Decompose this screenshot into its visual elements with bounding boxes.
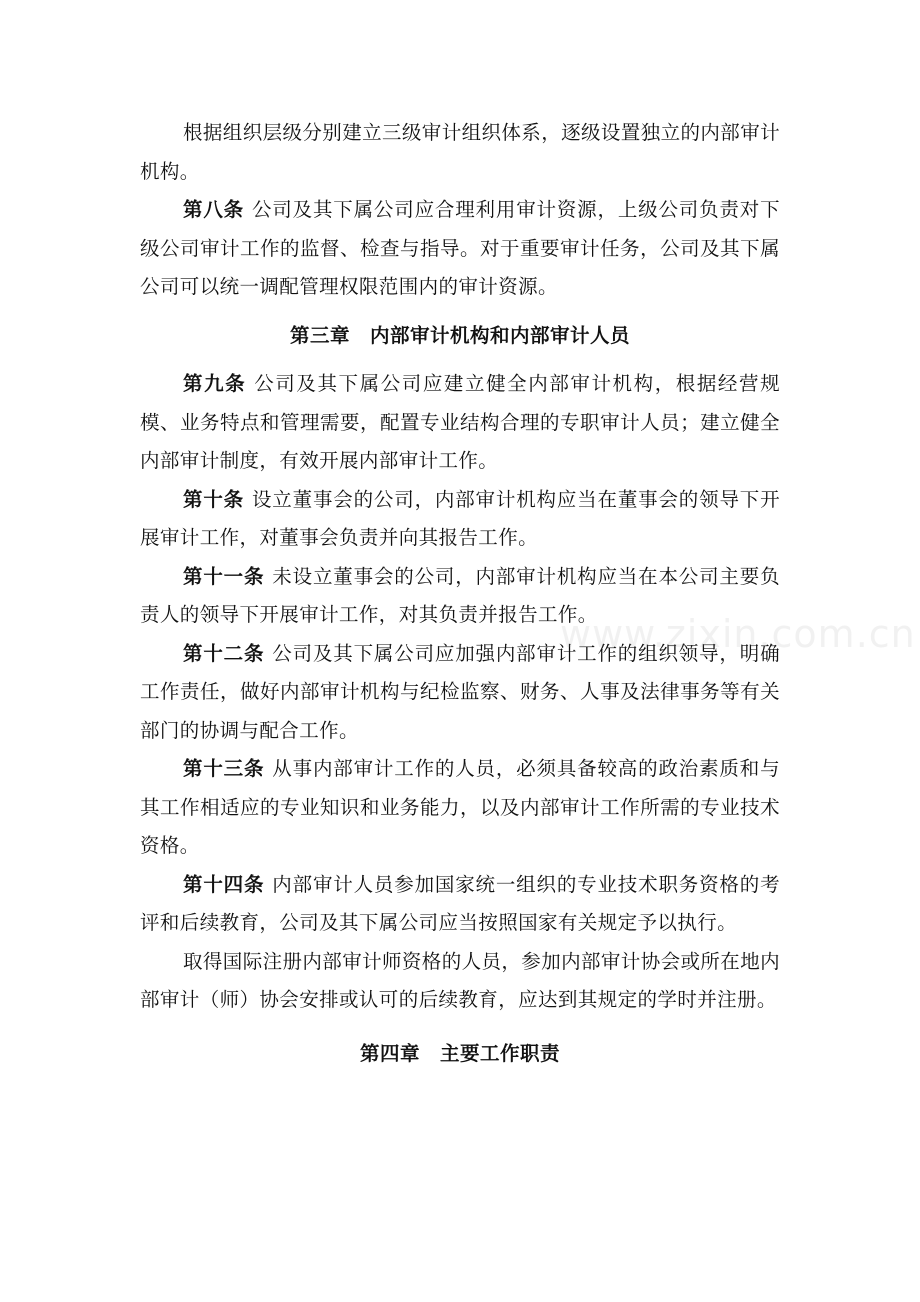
paragraph-text: 公司及其下属公司应建立健全内部审计机构，根据经营规模、业务特点和管理需要，配置专业结构合理的专职审计人员；建立健全内部审计制度，有效开展内部审计工作。 [140,372,780,472]
chapter-number: 第四章 [359,1041,420,1065]
paragraph-text: 内部审计人员参加国家统一组织的专业技术职务资格的考评和后续教育，公司及其下属公司应当按照国家有关规定予以执行。 [140,872,780,934]
chapter-3-heading [140,317,780,356]
paragraph-article-9 [140,365,780,481]
chapter-4-heading [140,1035,780,1074]
paragraph-article-13 [140,750,780,866]
paragraph-text: 根据组织层级分别建立三级审计组织体系，逐级设置独立的内部审计机构。 [140,121,781,183]
chapter-title: 内部审计机构和内部审计人员 [370,323,631,347]
paragraph-text: 未设立董事会的公司，内部审计机构应当在本公司主要负责人的领导下开展审计工作，对其负责并报告工作。 [140,564,780,626]
article-label: 第八条 [183,198,244,221]
article-label: 第十条 [183,487,244,511]
article-label: 第九条 [183,372,247,395]
paragraph-article-12 [140,635,780,751]
paragraph-article-7-continuation [140,114,780,191]
paragraph-text: 从事内部审计工作的人员，必须具备较高的政治素质和与其工作相适应的专业知识和业务能力，以及内部审计工作所需的专业技术资格。 [140,757,780,857]
paragraph-article-10 [140,481,780,558]
paragraph-article-14 [140,866,780,943]
chapter-number: 第三章 [289,323,350,347]
article-label: 第十四条 [183,872,265,896]
chapter-title: 主要工作职责 [440,1041,561,1065]
article-label: 第十二条 [183,641,265,665]
document-page [140,114,780,1073]
paragraph-article-8 [140,191,780,307]
article-label: 第十三条 [183,757,265,780]
paragraph-text: 公司及其下属公司应合理利用审计资源，上级公司负责对下级公司审计工作的监督、检查与指导。对于重要审计任务，公司及其下属公司可以统一调配管理权限范围内的审计资源。 [140,198,781,298]
paragraph-text: 设立董事会的公司，内部审计机构应当在董事会的领导下开展审计工作，对董事会负责并向其报告工作。 [140,487,781,549]
paragraph-article-11 [140,558,780,635]
paragraph-text: 公司及其下属公司应加强内部审计工作的组织领导，明确工作责任，做好内部审计机构与纪检监察、财务、人事及法律事务等有关部门的协调与配合工作。 [140,641,780,742]
paragraph-article-14-continuation [140,943,780,1020]
watermark: www.zixin.com.cn [560,612,916,656]
paragraph-text: 取得国际注册内部审计师资格的人员，参加内部审计协会或所在地内部审计（师）协会安排或认可的后续教育，应达到其规定的学时并注册。 [140,949,781,1011]
article-label: 第十一条 [183,564,265,588]
